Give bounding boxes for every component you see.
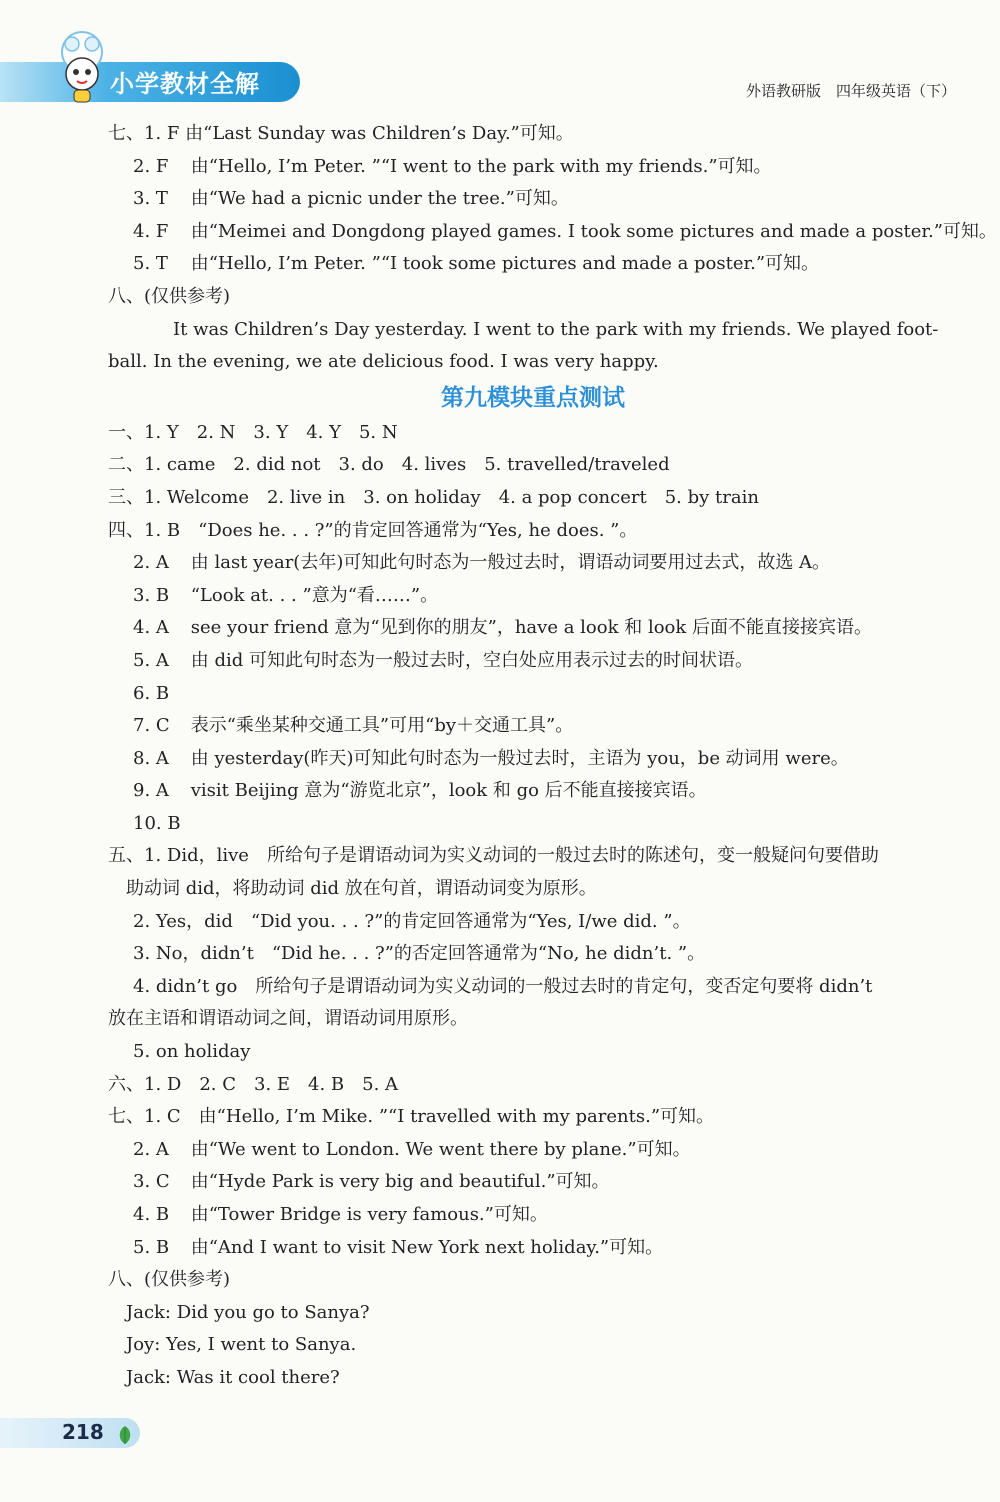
answer-line: 六、1. D 2. C 3. E 4. B 5. A xyxy=(108,1073,399,1095)
answer-line: 3. C 由“Hyde Park is very big and beautiful.”可知。 xyxy=(133,1171,610,1193)
answer-line: 助动词 did，将助动词 did 放在句首，谓语动词变为原形。 xyxy=(126,878,597,900)
answer-line: 4. F 由“Meimei and Dongdong played games. I took some pictures and made a poster.”可知。 xyxy=(133,220,997,242)
mascot-icon xyxy=(50,30,114,104)
answer-line: 4. didn’t go 所给句子是谓语动词为实义动词的一般过去时的肯定句，变否定句要将 didn’t xyxy=(133,975,873,997)
section-label: 八、(仅供参考) xyxy=(108,285,231,307)
answer-line: 二、1. came 2. did not 3. do 4. lives 5. travelled/traveled xyxy=(108,454,670,476)
answer-line: 一、1. Y 2. N 3. Y 4. Y 5. N xyxy=(108,421,398,443)
answer-line: 七、1. C 由“Hello, I’m Mike. ”“I travelled with my parents.”可知。 xyxy=(108,1106,715,1128)
answer-line: 4. A see your friend 意为“见到你的朋友”，have a look 和 look 后面不能直接接宾语。 xyxy=(133,617,872,639)
reference-paragraph: ball. In the evening, we ate delicious food. I was very happy. xyxy=(108,351,659,373)
page-header xyxy=(0,0,1000,110)
leaf-icon xyxy=(116,1424,134,1446)
answer-line: 三、1. Welcome 2. live in 3. on holiday 4. a pop concert 5. by train xyxy=(108,486,759,508)
answer-line: 七、1. F 由“Last Sunday was Children’s Day.”可知。 xyxy=(108,123,574,144)
module-title: 第九模块重点测试 xyxy=(441,384,625,411)
dialogue-line: Jack: Was it cool there? xyxy=(126,1366,340,1388)
answer-line: 8. A 由 yesterday(昨天)可知此句时态为一般过去时，主语为 you，be 动词用 were。 xyxy=(133,747,849,769)
answer-line: 3. T 由“We had a picnic under the tree.”可知。 xyxy=(133,188,569,210)
answer-line: 6. B xyxy=(133,682,170,704)
reference-paragraph: It was Children’s Day yesterday. I went to the park with my friends. We played foot- xyxy=(173,318,939,340)
page-number: 218 xyxy=(62,1420,104,1444)
answer-line: 5. T 由“Hello, I’m Peter. ”“I took some pictures and made a poster.”可知。 xyxy=(133,253,820,275)
answer-line: 2. A 由“We went to London. We went there by plane.”可知。 xyxy=(133,1138,691,1160)
answer-line: 2. Yes，did “Did you. . . ?”的肯定回答通常为“Yes, I/we did. ”。 xyxy=(133,910,691,932)
dialogue-line: Jack: Did you go to Sanya? xyxy=(126,1301,370,1323)
answer-line: 9. A visit Beijing 意为“游览北京”，look 和 go 后不能直接接宾语。 xyxy=(133,780,707,802)
answer-line: 五、1. Did，live 所给句子是谓语动词为实义动词的一般过去时的陈述句，变一般疑问句要借助 xyxy=(108,845,879,867)
answer-line: 2. F 由“Hello, I’m Peter. ”“I went to the park with my friends.”可知。 xyxy=(133,155,772,177)
answer-line: 3. B “Look at. . . ”意为“看……”。 xyxy=(133,584,439,606)
answer-line: 四、1. B “Does he. . . ?”的肯定回答通常为“Yes, he does. ”。 xyxy=(108,519,638,541)
answer-content xyxy=(108,118,997,1395)
section-label: 八、(仅供参考) xyxy=(108,1269,231,1291)
dialogue-line: Joy: Yes, I went to Sanya. xyxy=(126,1334,357,1356)
answer-line: 10. B xyxy=(133,812,181,834)
answer-line: 5. B 由“And I want to visit New York next holiday.”可知。 xyxy=(133,1236,664,1258)
answer-line: 5. on holiday xyxy=(133,1041,251,1063)
book-title: 小学教材全解 xyxy=(110,70,260,98)
answer-line: 7. C 表示“乘坐某种交通工具”可用“by＋交通工具”。 xyxy=(133,715,574,737)
answer-line: 3. No，didn’t “Did he. . . ?”的否定回答通常为“No, he didn’t. ”。 xyxy=(133,943,706,965)
answer-line: 4. B 由“Tower Bridge is very famous.”可知。 xyxy=(133,1204,548,1225)
answer-line: 5. A 由 did 可知此句时态为一般过去时，空白处应用表示过去的时间状语。 xyxy=(133,649,753,671)
answer-line: 放在主语和谓语动词之间，谓语动词用原形。 xyxy=(108,1008,468,1030)
answer-line: 2. A 由 last year(去年)可知此句时态为一般过去时，谓语动词要用过去式，故选 A。 xyxy=(133,552,831,574)
edition-label: 外语教研版 四年级英语（下） xyxy=(745,82,956,100)
